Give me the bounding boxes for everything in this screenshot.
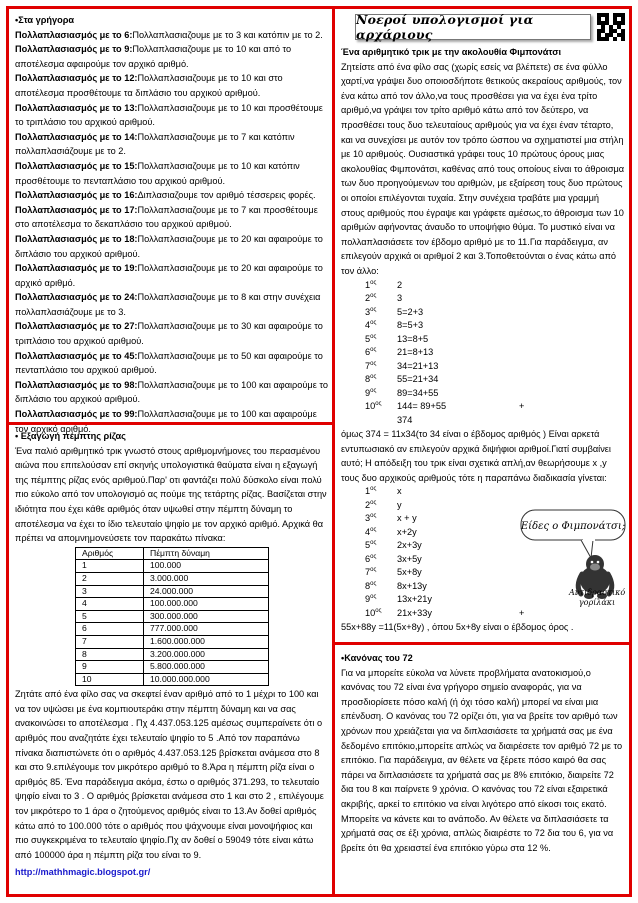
- ordinal-suffix: ος: [370, 567, 377, 574]
- numeric-sequence: [365, 279, 625, 414]
- table-row: [76, 598, 269, 611]
- sequence-index-number: 2: [365, 293, 371, 303]
- sequence-value: 13=8+5: [397, 333, 429, 344]
- quick-item-label: Πολλαπλασιασμός με το 99:: [15, 409, 138, 420]
- sequence-row: [365, 306, 625, 320]
- quick-item-label: Πολλαπλασιασμός με το 18:: [15, 233, 138, 244]
- left-column: [9, 9, 335, 894]
- ordinal-suffix: ος: [370, 360, 377, 367]
- table-cell-power: 100.000.000: [144, 598, 269, 611]
- sequence-index: [365, 306, 397, 320]
- rule-72-body: Για να μπορείτε εύκολα να λύνετε προβλήματα ανατοκισμού,ο κανόνας του 72 είναι ένα γρήγορο σημείο αναφοράς, για να προσδιορίσετε πόσο καλή (ή όχι τόσο καλή) μπορεί να είναι μια επένδυση. Ο κανόνας του 72 ορίζει ότι, για να βρείτε τον αριθμό των χρόνων που χρειάζεται για να διπλασιάσετε τα χρήματά σας με ένα δεδομένο επιτόκιο,μπορείτε απλώς να διαιρέσετε τον αριθμό 72 με το επιτόκιο. Για παράδειγμα, αν θέλετε να ξέρετε πόσο καιρό θα σας πάρει να διπλασιάσετε τα χρήματά σας με 8% επιτόκιο, διαιρείτε 72 δια του 8 και παίρνετε 9 χρόνια. Ο κανόνας του 72 είναι εξαιρετικά ακριβής, αρκεί το επιτόκιο να είναι λιγότερο από είκοσι τοις εκατό. Μπορείτε να κάνετε και το ανάποδο. Αν θέλετε να διπλασιάσετε τα χρήματά σας σε έξι χρόνια, απλώς διαιρέστε το 72 δια του 6, για να βρείτε ότι θα χρειαστεί ένα επιτόκιο γύρω στα 12 %.: [341, 667, 623, 853]
- sequence-row: [365, 400, 625, 414]
- sequence-value: 2: [397, 279, 403, 290]
- sequence-value: 3x+5y: [397, 553, 422, 564]
- quick-item-text: Πολλαπλασιαζουμε με το 50 και αφαιρούμε το πενταπλάσιο του αρχικού αριθμού.: [15, 350, 323, 376]
- quick-item-label: Πολλαπλασιασμός με το 19:: [15, 263, 138, 274]
- ordinal-suffix: ος: [370, 486, 377, 493]
- table-cell-number: 6: [76, 623, 144, 636]
- sequence-row: [365, 292, 625, 306]
- quick-item-label: Πολλαπλασιασμός με το 14:: [15, 131, 138, 142]
- quick-item: [15, 290, 328, 319]
- sequence-value: x + y: [397, 513, 417, 524]
- table-cell-power: 300.000.000: [144, 610, 269, 623]
- quick-item: [15, 130, 328, 159]
- sequence-index-number: 5: [365, 333, 371, 344]
- qr-code-icon: [597, 13, 625, 41]
- quick-multiplication-section: [9, 9, 332, 434]
- quick-item-text: Διπλασιαζουμε τον αριθμό τέσσερεις φορές.: [137, 190, 316, 201]
- sequence-index: [365, 333, 397, 347]
- sequence-index-number: 7: [365, 360, 371, 371]
- table-cell-power: 1.600.000.000: [144, 635, 269, 648]
- quick-item: [15, 159, 328, 188]
- table-cell-number: 1: [76, 560, 144, 573]
- sequence-value: x+2y: [397, 526, 417, 537]
- table-cell-power: 3.000.000: [144, 572, 269, 585]
- ordinal-suffix: ος: [375, 400, 382, 407]
- blog-link[interactable]: http://mathhmagic.blogspot.gr/: [15, 867, 151, 878]
- quick-item-text: Πολλαπλασιαζουμε με το 3 και κατόπιν με το 2.: [132, 29, 323, 40]
- quick-item-text: Πολλαπλασιαζουμε με το 20 και αφαιρούμε το αρχικό αριθμό.: [15, 263, 323, 288]
- ordinal-suffix: ος: [370, 594, 377, 601]
- quick-item-text: Πολλαπλασιαζουμε με το 30 και αφαιρούμε το τριπλάσιο του αρχικού αριθμού.: [15, 321, 323, 347]
- quick-item-label: Πολλαπλασιασμός με το 98:: [15, 379, 138, 390]
- sequence-index-number: 1: [365, 486, 371, 497]
- table-row: [76, 610, 269, 623]
- table-header-number: Αριθμός: [76, 547, 144, 560]
- sequence-index-number: 7: [365, 567, 371, 578]
- sequence-sum: 374: [397, 414, 413, 425]
- ordinal-suffix: ος: [370, 580, 377, 587]
- table-header-row: [76, 547, 269, 560]
- sequence-value: 144= 89+55: [397, 401, 447, 411]
- quick-item-text: Πολλαπλασιαζουμε με το 100 και αφαιρούμε τον αρχικό αριθμό.: [15, 409, 317, 434]
- sequence-index: [365, 400, 397, 414]
- sequence-row: [365, 387, 625, 401]
- fibonacci-section: [335, 9, 629, 645]
- fibonacci-heading: Ένα αριθμητικό τρικ με την ακολουθία Φιμπονάτσι: [341, 47, 562, 57]
- sequence-index-number: 9: [365, 387, 371, 398]
- sequence-index: [365, 373, 397, 387]
- sequence-index: [365, 360, 397, 374]
- quick-item-label: Πολλαπλασιασμός με το 45:: [15, 350, 138, 361]
- quick-item-label: Πολλαπλασιασμός με το 16:: [15, 190, 138, 201]
- ordinal-suffix: ος: [370, 333, 377, 340]
- sequence-index-number: 10: [365, 607, 376, 618]
- sequence-index-number: 9: [365, 594, 371, 605]
- sequence-row: [365, 346, 625, 360]
- sequence-index: [365, 319, 397, 333]
- quick-item-text: Πολλαπλασιαζουμε με το 7 και κατόπιν πολλαπλασιάζουμε με το 2.: [15, 131, 295, 157]
- sequence-row: [365, 485, 625, 499]
- table-cell-power: 100.000: [144, 560, 269, 573]
- sequence-index: [365, 526, 397, 540]
- sequence-row: [365, 333, 625, 347]
- quick-item-label: Πολλαπλασιασμός με το 17:: [15, 204, 138, 215]
- speech-bubble-text: Είδες ο Φιμπονάτσι;: [520, 521, 626, 532]
- ordinal-suffix: ος: [370, 306, 377, 313]
- sequence-index: [365, 292, 397, 306]
- table-cell-number: 10: [76, 673, 144, 686]
- rule-72-section: [335, 645, 629, 894]
- quick-item-text: Πολλαπλασιαζουμε με το 10 και κατόπιν προσθέτουμε το πενταπλάσιο του αρχικού αριθμού.: [15, 160, 300, 186]
- quick-item: [15, 232, 328, 261]
- ordinal-suffix: ος: [370, 553, 377, 560]
- sequence-value: 13x+21y: [397, 594, 432, 605]
- table-row: [76, 623, 269, 636]
- fibonacci-explanation: όμως 374 = 11x34(το 34 είναι ο έβδομος αριθμός ) Είναι αρκετά εντυπωσιακό αν επιλεγούν αρχικά διψήφιοι αριθμοί.Γιατί συμβαίνει αυτό; Η απόδειξη του τρικ είναι σχετικά απλή,αν θεωρήσουμε x ,y τους δυο αρχικούς αριθμούς τότε η παραπάνω διαδικασία γίνεται:: [341, 429, 611, 483]
- quick-item: [15, 71, 328, 100]
- numeric-sum: [365, 414, 625, 428]
- sequence-index: [365, 512, 397, 526]
- fifth-root-body: Ζητάτε από ένα φίλο σας να σκεφτεί έναν αριθμό από το 1 μέχρι το 100 και να τον υψώσει με ένα κομπιουτεράκι στην πέμπτη δύναμη και να σας ανακοινώσει το αποτέλεσμα . Πχ 4.437.053.125 αμέσως συμπεραίνετε ότι ο αριθμός που αναζητάτε έχει τελευταίο ψηφίο το 5 .Από τον παραπάνω πίνακα διαπιστώνετε ότι ο αριθμός 4.437.053.125 βρίσκεται ανάμεσα στο 8 και στο 9.επιλέγουμε τον μικρότερο αριθμό το 8.Άρα η πέμπτη ρίζα είναι ο αριθμός 85. Ένα παράδειγμα ακόμα, έστω ο αριθμός 371.293, το τελευταίο ψηφίο είναι το 3 . Ο αριθμός βρίσκεται ανάμεσα στο 1 και στο 2 , επιλέγουμε τον μικρότερο το 1 άρα ο ζητούμενος αριθμός είναι το 13.Αν δοθεί αριθμός κάτω από το 100.000 τότε ο αριθμός που ψάχνουμε είναι μονοψήφιος και πιο συγκεκριμένα το τελευταίο ψηφίο.Πχ αν δοθεί ο 59049 τότε είναι κάτω από 100000 άρα η πέμπτη ρίζα του είναι το 9.: [15, 689, 324, 860]
- quick-list: [15, 28, 328, 437]
- sequence-index-number: 5: [365, 540, 371, 551]
- sequence-value: y: [397, 499, 402, 510]
- title-banner: [355, 14, 591, 40]
- ordinal-suffix: ος: [370, 319, 377, 326]
- table-row: [76, 585, 269, 598]
- sequence-row: [365, 279, 625, 293]
- quick-item: [15, 42, 328, 71]
- sequence-value: x: [397, 486, 402, 497]
- quick-item-text: Πολλαπλασιαζουμε με το 100 και αφαιρούμε το διπλάσιο του αρχικού αριθμού.: [15, 379, 328, 405]
- quick-item-label: Πολλαπλασιασμός με το 13:: [15, 102, 138, 113]
- quick-item-text: Πολλαπλασιαζουμε με το 20 και αφαιρούμε το διπλάσιο του αρχικού αριθμού.: [15, 233, 323, 259]
- sequence-index: [365, 553, 397, 567]
- rule-72-heading: •Κανόνας του 72: [341, 653, 413, 663]
- quick-item-text: Πολλαπλασιαζουμε με το 8 και στην συνέχεια πολλαπλασιάζουμε με το 3.: [15, 292, 321, 317]
- page-header: [341, 9, 625, 45]
- ordinal-suffix: ος: [370, 373, 377, 380]
- quick-item-label: Πολλαπλασιασμός με το 9:: [15, 44, 133, 55]
- sequence-value: 5=2+3: [397, 306, 424, 317]
- sequence-index: [365, 539, 397, 553]
- quick-item-label: Πολλαπλασιασμός με το 15:: [15, 160, 138, 171]
- table-row: [76, 673, 269, 686]
- table-cell-power: 10.000.000.000: [144, 673, 269, 686]
- ordinal-suffix: ος: [370, 279, 377, 286]
- quick-item: [15, 261, 328, 290]
- sequence-index-number: 2: [365, 499, 371, 510]
- table-row: [76, 560, 269, 573]
- sequence-index: [365, 346, 397, 360]
- quick-item-label: Πολλαπλασιασμός με το 12:: [15, 73, 138, 84]
- ordinal-suffix: ος: [370, 346, 377, 353]
- gorilla-illustration: [519, 508, 627, 620]
- sequence-row: [365, 373, 625, 387]
- sequence-index-number: 6: [365, 347, 371, 357]
- quick-item-label: Πολλαπλασιασμός με το 6:: [15, 29, 133, 40]
- table-cell-number: 5: [76, 610, 144, 623]
- ordinal-suffix: ος: [370, 540, 377, 547]
- sequence-index-number: 10: [365, 401, 376, 411]
- sequence-value: 8x+13y: [397, 580, 427, 591]
- ordinal-suffix: ος: [370, 499, 377, 506]
- sequence-value: 34=21+13: [397, 360, 439, 371]
- sequence-index-number: 8: [365, 580, 371, 591]
- fibonacci-intro: Ζητείστε από ένα φίλο σας (χωρίς εσείς να βλέπετε) σε ένα φύλλο χαρτί,να γράψει δυο οποιοσδήποτε θετικούς ακεραίους αριθμούς, τον ένα κάτω από τον άλλο,να τους προσθέσει για να έχει ένα τρίτο αριθμό,να γράψει τον τρίτο αριθμό κάτω από τον δεύτερο, να προσθέσει τους δυο τελευταίους αριθμούς για να έχει έναν τέταρτο, και να συνεχίσει με αυτόν τον τρόπο ώσπου να σχηματιστεί μια στήλη με 10 αριθμούς. Ουσιαστικά γράφει τους 10 πρώτους όρους μιας ακολουθίας Φιμπονάτσι, καθένας από τους οποίους είναι το άθροισμα των δυο προηγούμενων του αριθμών, με εξαίρεση τους δυο πρώτους οι οποίοι επιλέγονται τυχαία. Στην συνέχεια τραβάτε μια γραμμή στους αριθμούς που έγραψε και γράφετε αμέσως,το άθροισμα των 10 αριθμών αφήνοντας άναυδο το υποψήφιο θύμα. Το μυστικό είναι να πολλαπλασιάσετε τον έβδομο αριθμό με το 11.Για παράδειγμα, αν επιλεγούν αρχικά οι αριθμοί 2 και 3.Τοποθετούνται ο ένας κάτω από τον άλλο:: [341, 61, 625, 276]
- table-row: [76, 648, 269, 661]
- sequence-value: 3: [397, 293, 403, 303]
- quick-item-text: Πολλαπλασιαζουμε με το 10 και από το αποτέλεσμα αφαιρούμε τον αρχικό αριθμό.: [15, 44, 292, 69]
- table-cell-number: 9: [76, 661, 144, 674]
- plus-sign: +: [519, 401, 525, 411]
- page-title: Νοεροί υπολογισμοί για αρχάριους: [356, 12, 534, 42]
- sequence-value: 5x+8y: [397, 567, 422, 578]
- quick-item-text: Πολλαπλασιαζουμε με το 10 και προσθέτουμε το τριπλάσιο του αρχικού αριθμού.: [15, 102, 323, 128]
- quick-item: [15, 203, 328, 232]
- sequence-index-number: 6: [365, 553, 371, 564]
- ordinal-suffix: ος: [370, 513, 377, 520]
- quick-item: [15, 319, 328, 348]
- fibonacci-conclusion: 55x+88y =11(5x+8y) , όπου 5x+8y είναι ο έβδομος όρος .: [341, 622, 574, 633]
- sequence-index: [365, 485, 397, 499]
- sequence-index: [365, 387, 397, 401]
- sequence-index: [365, 279, 397, 293]
- plus-sign: +: [519, 607, 525, 618]
- table-cell-number: 4: [76, 598, 144, 611]
- page: [6, 6, 632, 897]
- quick-item: [15, 28, 328, 43]
- quick-item: [15, 101, 328, 130]
- fifth-root-section: [9, 425, 332, 894]
- table-cell-power: 3.200.000.000: [144, 648, 269, 661]
- fifth-root-intro: Ένα παλιό αριθμητικό τρικ γνωστό στους αριθμομνήμονες του περασμένου αιώνα που επιτελούσαν επί σκηνής υπολογιστικά θαύματα είναι η εξαγωγή της πέμπτης ρίζας ενός αριθμού.Παρ' οτι φαντάζει πολύ δύσκολο είναι πολύ πιο εύκολο από τον υπολογισμό ας πούμε της τετάρτης ρίζας. Βασίζεται στην ιδιότητα που έχει κάθε αριθμός όταν υψωθεί στην πέμπτη δύναμη το αποτέλεσμα να έχει το ίδιο τελευταίο ψηφίο με τον αρχικό αριθμό. Αρχικά θα πρέπει να απομνημονεύσετε τον παρακάτω πίνακα:: [15, 445, 327, 544]
- quick-item: [15, 188, 328, 203]
- sequence-value: 21x+33y: [397, 607, 432, 618]
- quick-item: [15, 349, 328, 378]
- sequence-value: 8=5+3: [397, 320, 424, 330]
- sequence-value: 55=21+34: [397, 374, 439, 384]
- fifth-power-table: [75, 547, 269, 687]
- quick-item-label: Πολλαπλασιασμός με το 27:: [15, 321, 138, 332]
- sequence-value: 89=34+55: [397, 387, 439, 398]
- table-cell-power: 777.000.000: [144, 623, 269, 636]
- sequence-index: [365, 580, 397, 594]
- ordinal-suffix: ος: [370, 526, 377, 533]
- table-row: [76, 572, 269, 585]
- quick-item: [15, 378, 328, 407]
- table-row: [76, 635, 269, 648]
- table-cell-power: 24.000.000: [144, 585, 269, 598]
- ordinal-suffix: ος: [370, 292, 377, 299]
- sequence-index-number: 3: [365, 306, 371, 317]
- ordinal-suffix: ος: [370, 387, 377, 394]
- sequence-value: 21=8+13: [397, 347, 434, 357]
- table-cell-number: 7: [76, 635, 144, 648]
- table-row: [76, 661, 269, 674]
- table-cell-number: 3: [76, 585, 144, 598]
- quick-item-text: Πολλαπλασιαζουμε με το 10 και στο αποτέλεσμα προσθέτουμε τα διπλάσιο του αρχικού αριθμού.: [15, 73, 283, 98]
- sequence-value: 2x+3y: [397, 540, 422, 551]
- sequence-index: [365, 499, 397, 513]
- sequence-index: [365, 593, 397, 607]
- table-cell-number: 8: [76, 648, 144, 661]
- sequence-index-number: 4: [365, 320, 371, 330]
- sequence-index-number: 1: [365, 279, 371, 290]
- sequence-index: [365, 607, 397, 621]
- sequence-index-number: 4: [365, 526, 371, 537]
- table-cell-power: 5.800.000.000: [144, 661, 269, 674]
- sequence-index-number: 3: [365, 513, 371, 524]
- quick-item-text: Πολλαπλασιαζουμε με το 7 και προσθέτουμε στο αποτέλεσμα το δεκαπλάσιο του αρχικού αριθμού.: [15, 204, 318, 230]
- fifth-root-heading: • Εξαγωγή πέμπτης ρίζας: [15, 431, 126, 441]
- ordinal-suffix: ος: [375, 607, 382, 614]
- gorilla-caption: Αντιδραστικό γορίλάκι: [569, 588, 626, 607]
- quick-item-label: Πολλαπλασιασμός με το 24:: [15, 292, 138, 303]
- sequence-row: [365, 319, 625, 333]
- sequence-row: [365, 360, 625, 374]
- right-column: [335, 9, 629, 894]
- table-cell-number: 2: [76, 572, 144, 585]
- quick-heading: •Στα γρήγορα: [15, 15, 75, 25]
- table-header-power: Πέμπτη δύναμη: [144, 547, 269, 560]
- sequence-index: [365, 566, 397, 580]
- sequence-index-number: 8: [365, 374, 371, 384]
